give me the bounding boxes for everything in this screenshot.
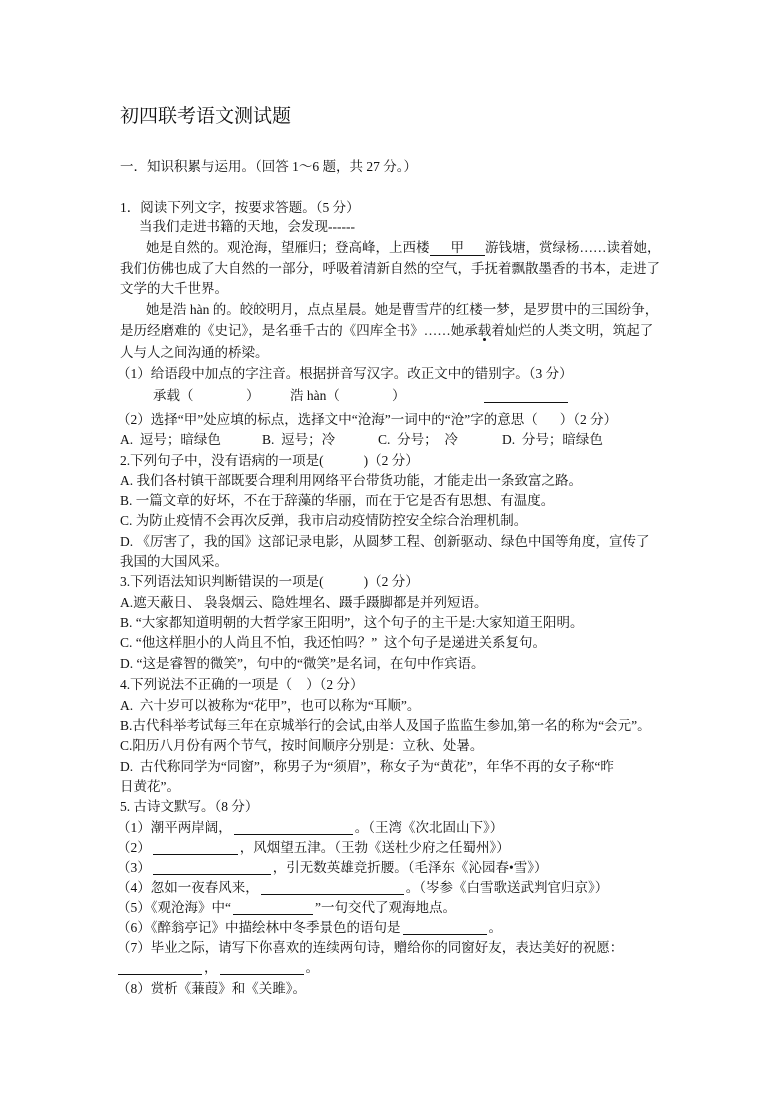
answer-blank	[234, 821, 353, 835]
item-text: 。	[488, 920, 502, 935]
answer-blank	[153, 861, 271, 875]
answer-blank	[261, 881, 404, 895]
item-end: 。	[305, 960, 319, 975]
answer-blank	[403, 921, 487, 935]
passage-line	[120, 321, 653, 341]
option-b: B.古代科举考试每三年在京城举行的会试,由举人及国子监监生参加,第一名的称为“会元”。	[120, 718, 651, 733]
blank-label: 甲	[450, 240, 464, 255]
option-d: D. 分号；暗绿色	[502, 432, 603, 447]
item-separator: ，	[204, 960, 218, 975]
correction-answer-blank	[484, 389, 568, 403]
dictation-item-7: （7）毕业之际，请写下你喜欢的连续两句诗，赠给你的同窗好友，表达美好的祝愿：	[117, 940, 624, 955]
subquestion-1-answers	[0, 386, 780, 406]
dictation-item-5	[117, 898, 456, 918]
option-d: D. 古代称同学为“同窗”，称男子为“须眉”，称女子为“黄花”，年华不再的女子称“昨	[120, 759, 614, 774]
option-d-continued: 我国的大国风采。	[120, 554, 228, 569]
item-text: （1）潮平两岸阔，	[117, 820, 232, 835]
question-4-stem	[120, 675, 364, 695]
subquestion-2-prompt	[117, 410, 617, 430]
option-b: B. 逗号；冷	[262, 432, 336, 447]
answer-blank	[153, 841, 238, 855]
dotted-character: 载	[478, 321, 492, 341]
question-1-stem: 1．阅读下列文字，按要求答题。（5 分）	[120, 200, 360, 215]
question-3-stem	[120, 572, 419, 592]
answer-blank	[233, 901, 313, 915]
hanzi-item-close: ）	[392, 388, 406, 403]
passage-line: 她是浩 hàn 的。皎皎明月，点点星晨。她是曹雪芹的红楼一梦，是罗贯中的三国纷争，	[146, 302, 659, 317]
stem-text: )（2 分）	[363, 453, 419, 468]
dictation-item-3	[117, 858, 547, 878]
option-d: D. 《厉害了，我的国》这部记录电影，从圆梦工程、创新驱动、绿色中国等角度，宣传了	[120, 534, 650, 549]
exam-title: 初四联考语文测试题	[120, 106, 292, 127]
item-text: （6）《醉翁亭记》中描绘林中冬季景色的语句是	[117, 920, 401, 935]
prompt-text: （2）选择“甲”处应填的标点，选择文中“沧海”一词中的“沧”字的意思（	[117, 412, 538, 427]
item-text: 。（王湾《次北固山下》）	[354, 820, 504, 835]
punctuation-blank-jia	[430, 240, 486, 256]
subquestion-1-prompt: （1）给语段中加点的字注音。根据拼音写汉字。改正文中的错别字。（3 分）	[117, 366, 573, 381]
stem-text: )（2 分）	[363, 574, 419, 589]
option-a: A.遮天蔽日、 袅袅烟云、隐姓埋名、蹑手蹑脚都是并列短语。	[120, 595, 488, 610]
pinyin-item-close: ）	[246, 388, 260, 403]
dictation-item-2	[117, 838, 510, 858]
stem-text: ）（2 分）	[306, 677, 364, 692]
option-b: B. 一篇文章的好坏，不在于辞藻的华丽，而在于它是否有思想、有温度。	[120, 493, 555, 508]
stem-text: 2.下列句子中，没有语病的一项是(	[120, 453, 324, 468]
stem-text: 4.下列说法不正确的一项是（	[120, 677, 293, 692]
question-2-stem	[120, 451, 419, 471]
option-b: B. “大家都知道明朝的大哲学家王阳明”，这个句子的主干是:大家知道王阳明。	[120, 615, 584, 630]
option-c: C. 分号； 冷	[378, 432, 458, 447]
stem-text: 3.下列语法知识判断错误的一项是(	[120, 574, 324, 589]
option-a: A. 我们各村镇干部既要合理利用网络平台带货功能，才能走出一条致富之路。	[120, 473, 582, 488]
hanzi-item-haohan: 浩 hàn（	[290, 388, 340, 403]
passage-text: 游钱塘，赏绿杨……读着她，	[485, 240, 661, 255]
passage-line: 文学的大千世界。	[120, 281, 228, 296]
passage-text: 着灿烂的人类文明，筑起了	[491, 323, 654, 338]
pinyin-item-chengzai: 承载（	[153, 388, 194, 403]
item-text: ”一句交代了观海地点。	[315, 900, 456, 915]
passage-line: 人与人之间沟通的桥梁。	[120, 345, 269, 360]
item-text: （5）《观沧海》中“	[117, 900, 231, 915]
option-a: A. 逗号；暗绿色	[120, 432, 221, 447]
answer-blank	[220, 961, 304, 975]
item-text: ，风烟望五津。（王勃《送杜少府之任蜀州》）	[239, 840, 510, 855]
option-a: A. 六十岁可以被称为“花甲”，也可以称为“耳顺”。	[120, 698, 421, 713]
subquestion-2-options	[0, 430, 780, 450]
passage-intro: 当我们走进书籍的天地，会发现------	[139, 219, 355, 234]
passage-text: 她是自然的。观沧海，望雁归；登高峰，上西楼	[146, 240, 430, 255]
item-text: 。（岑参《白雪歌送武判官归京》）	[405, 880, 609, 895]
option-d: D. “这是睿智的微笑”，句中的“微笑”是名词，在句中作宾语。	[120, 656, 485, 671]
item-text: （4）忽如一夜春风来，	[117, 880, 259, 895]
prompt-text: ）（2 分）	[559, 412, 618, 427]
answer-blank	[118, 961, 202, 975]
item-text: （3）	[117, 860, 151, 875]
item-text: （2）	[117, 840, 151, 855]
dictation-item-7-answers	[118, 958, 319, 978]
option-c: C.阳历八月份有两个节气，按时间顺序分别是：立秋、处暑。	[120, 738, 484, 753]
section-heading: 一．知识积累与运用。（回答 1～6 题，共 27 分。）	[120, 159, 417, 174]
option-c: C. 为防止疫情不会再次反弹，我市启动疫情防控安全综合治理机制。	[120, 513, 528, 528]
passage-line: 我们仿佛也成了大自然的一部分，呼吸着清新自然的空气，手抚着飘散墨香的书本，走进了	[120, 261, 660, 276]
question-5-stem: 5. 古诗文默写。（8 分）	[120, 799, 259, 814]
dictation-item-1	[117, 818, 503, 838]
option-d-continued: 日黄花”。	[120, 779, 180, 794]
dictation-item-6	[117, 918, 502, 938]
passage-line	[146, 238, 661, 258]
option-c: C. “他这样胆小的人尚且不怕，我还怕吗？” 这个句子是递进关系复句。	[120, 635, 546, 650]
dictation-item-4	[117, 878, 608, 898]
dictation-item-8: （8）赏析《蒹葭》和《关雎》。	[117, 981, 306, 996]
item-text: ，引无数英雄竞折腰。（毛泽东《沁园春•雪》）	[272, 860, 548, 875]
passage-text: 是历经磨难的《史记》，是名垂千古的《四库全书》……她承	[120, 323, 478, 338]
